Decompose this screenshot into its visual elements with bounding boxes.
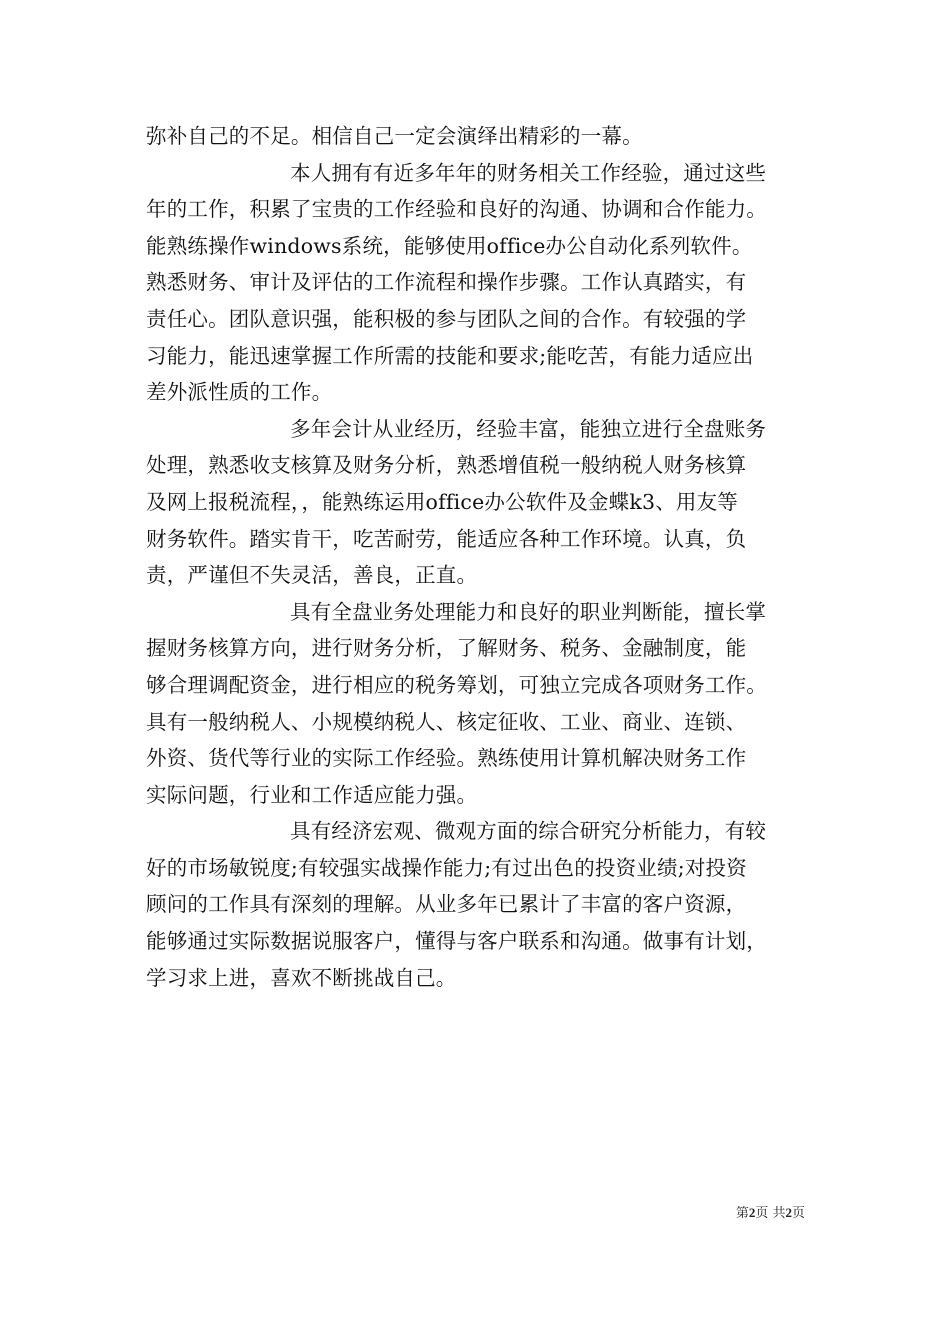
body-text [146, 118, 816, 996]
paragraph-start-line: 多年会计从业经历，经验丰富，能独立进行全盘账务 [290, 416, 767, 441]
text-line: 责，严谨但不失灵活，善良，正直。 [146, 563, 478, 588]
footer-middle: 页 共 [755, 1206, 786, 1221]
text-line: 握财务核算方向，进行财务分析，了解财务、税务、金融制度，能 [146, 636, 747, 661]
text-line: 财务软件。踏实肯干，吃苦耐劳，能适应各种工作环境。认真，负 [146, 526, 747, 551]
current-page-number: 2 [748, 1205, 756, 1220]
text-line: 年的工作，积累了宝贵的工作经验和良好的沟通、协调和合作能力。 [146, 197, 767, 222]
text-line: 够合理调配资金，进行相应的税务筹划，可独立完成各项财务工作。 [146, 672, 767, 697]
text-line: 能够通过实际数据说服客户，懂得与客户联系和沟通。做事有计划， [146, 929, 767, 954]
footer-suffix: 页 [791, 1206, 805, 1221]
text-line: 学习求上进，喜欢不断挑战自己。 [146, 965, 457, 990]
text-line: 具有一般纳税人、小规模纳税人、核定征收、工业、商业、连锁、 [146, 709, 747, 734]
text-line: 实际问题，行业和工作适应能力强。 [146, 782, 478, 807]
text-line: 熟悉财务、审计及评估的工作流程和操作步骤。工作认真踏实，有 [146, 270, 747, 295]
page-footer [736, 1202, 805, 1221]
footer-prefix: 第 [735, 1206, 749, 1221]
text-line: 弥补自己的不足。相信自己一定会演绎出精彩的一幕。 [146, 124, 643, 148]
text-line: 及网上报税流程，，能熟练运用office办公软件及金蝶k3、用友等 [146, 489, 738, 514]
paragraph-start-line: 具有全盘业务处理能力和良好的职业判断能，擅长掌 [290, 599, 767, 624]
paragraph-start-line: 具有经济宏观、微观方面的综合研究分析能力，有较 [290, 819, 767, 844]
text-line: 顾问的工作具有深刻的理解。从业多年已累计了丰富的客户资源， [146, 892, 747, 917]
total-pages-number: 2 [785, 1205, 792, 1220]
text-line: 外资、货代等行业的实际工作经验。熟练使用计算机解决财务工作 [146, 746, 747, 771]
paragraph-start-line: 本人拥有有近多年年的财务相关工作经验，通过这些 [290, 160, 767, 185]
text-line: 习能力，能迅速掌握工作所需的技能和要求;能吃苦，有能力适应出 [146, 343, 754, 368]
text-line: 处理，熟悉收支核算及财务分析，熟悉增值税一般纳税人财务核算 [146, 453, 747, 478]
text-line: 好的市场敏锐度;有较强实战操作能力;有过出色的投资业绩;对投资 [146, 855, 747, 880]
text-line: 责任心。团队意识强，能积极的参与团队之间的合作。有较强的学 [146, 306, 747, 331]
text-line: 差外派性质的工作。 [146, 380, 333, 405]
text-line: 能熟练操作windows系统，能够使用office办公自动化系列软件。 [146, 233, 753, 258]
